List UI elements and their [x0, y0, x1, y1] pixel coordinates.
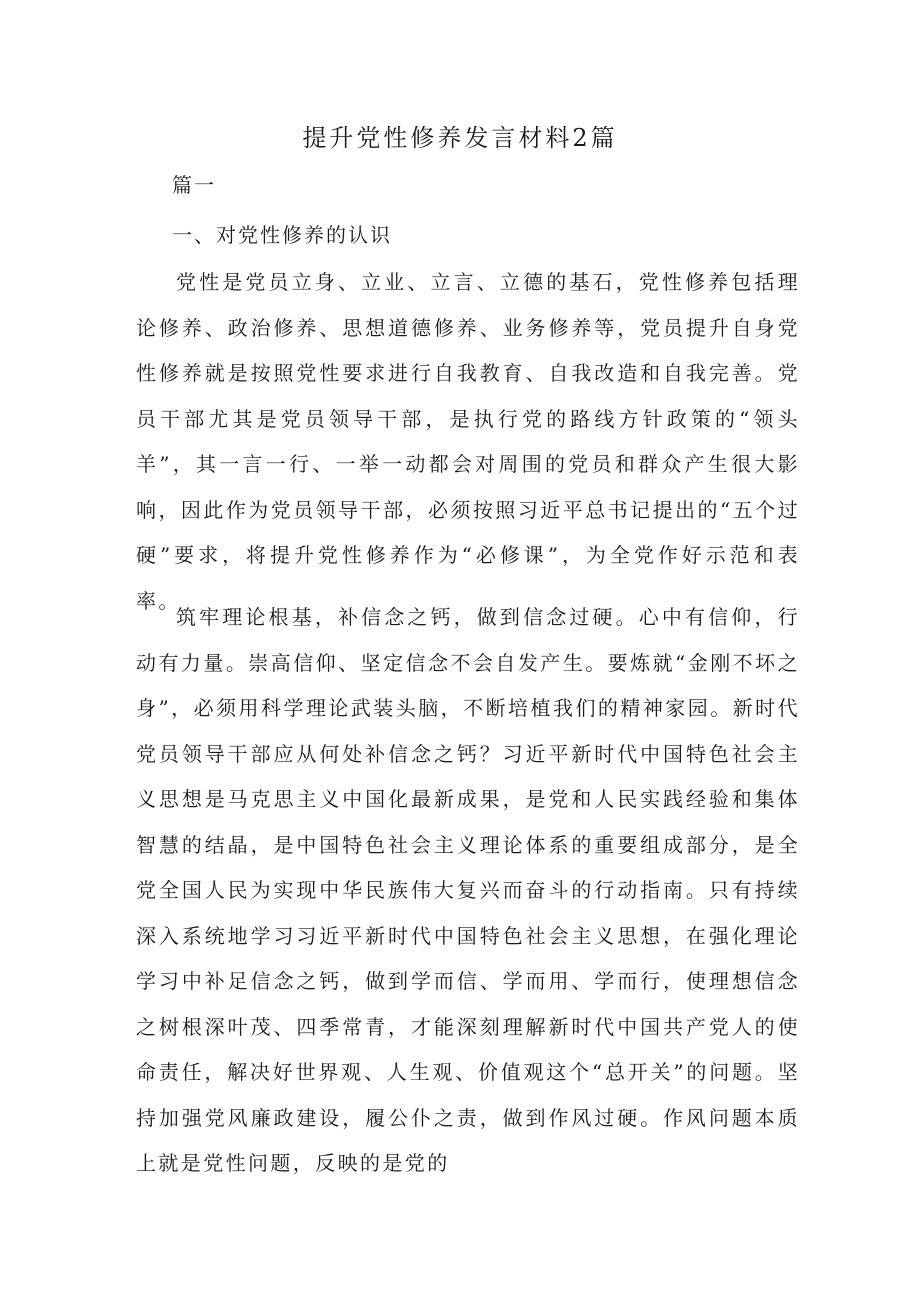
body-paragraph: 筑牢理论根基，补信念之钙，做到信念过硬。心中有信仰，行动有力量。崇高信仰、坚定信念不会自发产生。要炼就“金刚不坏之身”，必须用科学理论武装头脑，不断培植我们的精神家园。新时代党员领导干部应从何处补信念之钙？习近平新时代中国特色社会主义思想是马克思主义中国化最新成果，是党和人民实践经验和集体智慧的结晶，是中国特色社会主义理论体系的重要组成部分，是全党全国人民为实现中华民族伟大复兴而奋斗的行动指南。只有持续深入系统地学习习近平新时代中国特色社会主义思想，在强化理论学习中补足信念之钙，做到学而信、学而用、学而行，使理想信念之树根深叶茂、四季常青，才能深刻理解新时代中国共产党人的使命责任，解决好世界观、人生观、价值观这个“总开关”的问题。坚持加强党风廉政建设，履公仆之责，做到作风过硬。作风问题本质上就是党性问题，反映的是党的	[136, 605, 800, 1175]
body-paragraph: 党性是党员立身、立业、立言、立德的基石，党性修养包括理论修养、政治修养、思想道德修养、业务修养等，党员提升自身党性修养就是按照党性要求进行自我教育、自我改造和自我完善。党员干部尤其是党员领导干部，是执行党的路线方针政策的“领头羊”，其一言一行、一举一动都会对周围的党员和群众产生很大影响，因此作为党员领导干部，必须按照习近平总书记提出的“五个过硬”要求，将提升党性修养作为“必修课”，为全党作好示范和表率。	[136, 270, 800, 613]
part-label: 篇一	[172, 173, 216, 197]
section-heading: 一、对党性修养的认识	[172, 223, 392, 247]
document-title: 提升党性修养发言材料2篇	[302, 124, 618, 152]
